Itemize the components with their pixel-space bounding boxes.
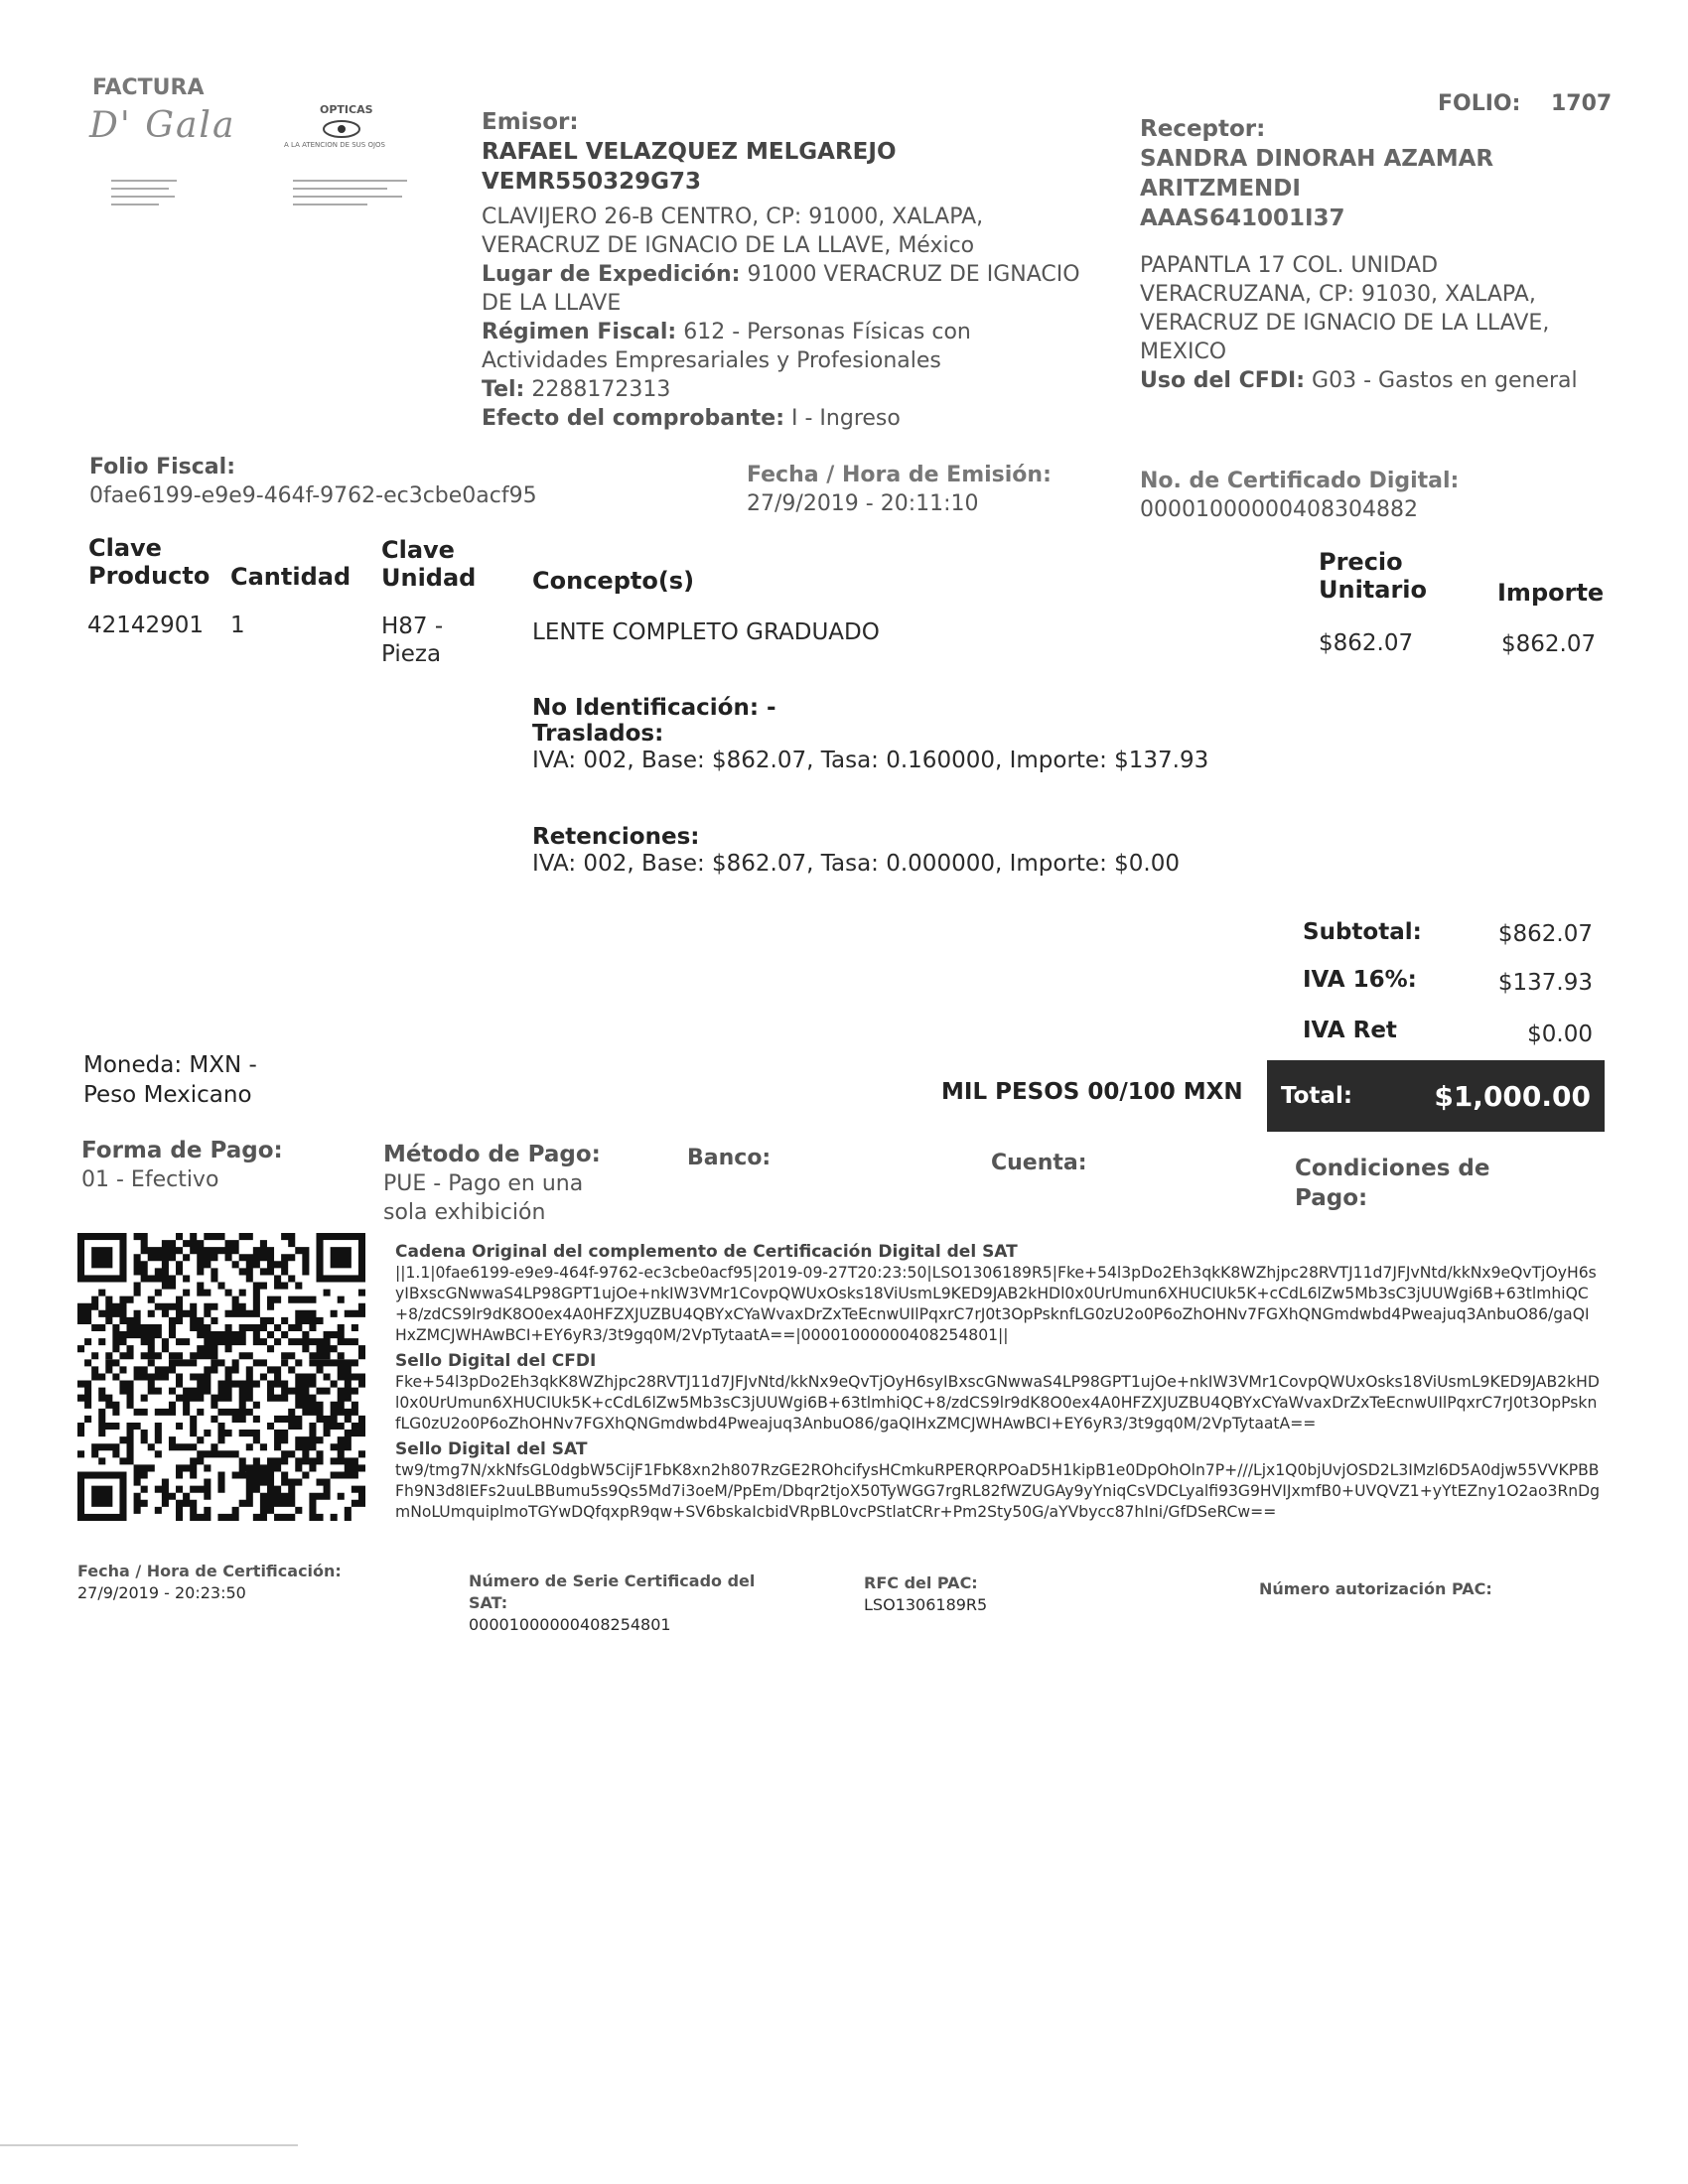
uso-cfdi: [1140, 366, 1656, 395]
cell-cantidad: 1: [230, 613, 245, 638]
regimen-fiscal-label: Régimen Fiscal:: [482, 320, 677, 344]
numero-serie-certificado: [469, 1570, 755, 1636]
logo-tagline: A LA ATENCION DE SUS OJOS: [284, 141, 385, 149]
receptor-name-1: SANDRA DINORAH AZAMAR: [1140, 146, 1494, 172]
header-clave-unidad: Clave Unidad: [381, 536, 477, 592]
forma-pago-value: 01 - Efectivo: [81, 1167, 219, 1192]
amount-in-words: MIL PESOS 00/100 MXN: [941, 1079, 1243, 1105]
no-identificacion: No Identificación: -: [532, 695, 776, 721]
folio-fiscal: [89, 453, 537, 510]
lugar-expedicion-label: Lugar de Expedición:: [482, 262, 741, 287]
fecha-certificacion-label: Fecha / Hora de Certificación:: [77, 1562, 342, 1580]
tel-label: Tel:: [482, 377, 525, 402]
folio-label: FOLIO:: [1438, 91, 1521, 116]
qr-finder-pattern: [77, 1233, 127, 1283]
uso-cfdi-label: Uso del CFDI:: [1140, 368, 1306, 393]
folio-value: 1707: [1551, 91, 1613, 116]
retenciones-label: Retenciones:: [532, 824, 700, 850]
emisor-label: Emisor:: [482, 109, 579, 135]
emisor-address-2: VERACRUZ DE IGNACIO DE LA LLAVE, México: [482, 233, 975, 258]
tel-value: 2288172313: [531, 377, 671, 402]
total-label: Total:: [1281, 1083, 1353, 1109]
receptor-name-2: ARITZMENDI: [1140, 176, 1301, 202]
receptor-address-1: PAPANTLA 17 COL. UNIDAD: [1140, 253, 1439, 278]
header-importe: Importe: [1497, 579, 1605, 607]
cadena-original-label: Cadena Original del complemento de Certificación Digital del SAT: [395, 1242, 1018, 1262]
qr-finder-pattern: [316, 1233, 365, 1283]
sello-sat-label: Sello Digital del SAT: [395, 1439, 588, 1459]
sello-sat-value: tw9/tmg7N/xkNfsGL0dgbW5CijF1FbK8xn2h807RzGE2ROhcifysHCmkuRPERQRPOaD5H1kipB1e0DpOhOln7P+///Ljx1Q0bjUvjOSD2L3IMzl6D5A0djw55VVKPBBFh9N3d8IEFs2uuLBBumu5s9Qs5Md7i3oeM/PpEm/Dbqr2tjoX50TyWGG7rgRL82fWZUGAy9yYniqCsVDCLyalfi93G9HVIJxmfB0+UVQVZ1+yYtEZny1O2ao3RnDgmNoLUmquiplmoTGYwDQfqxpR9qw+SV6bskaIcbidVRpBL0vcPStlatCRr+Pm2Sty50G/aYVbycc87hIni/GfDSeRCw==: [395, 1461, 1601, 1521]
efecto-value: I - Ingreso: [791, 406, 901, 431]
scan-line: [0, 2144, 298, 2146]
sat-seals: [395, 1241, 1601, 1523]
banco-label: Banco:: [687, 1146, 772, 1170]
receptor-address-4: MEXICO: [1140, 340, 1227, 364]
receptor-rfc: AAAS641001I37: [1140, 205, 1345, 231]
total-value: $1,000.00: [1434, 1079, 1591, 1113]
logo-opticas: OPTICAS: [320, 103, 373, 116]
document-type: FACTURA: [92, 75, 205, 100]
traslados-label: Traslados:: [532, 721, 664, 747]
condiciones-pago-label: Condiciones de Pago:: [1295, 1156, 1490, 1211]
fecha-certificacion: [77, 1561, 342, 1604]
cell-importe: $862.07: [1501, 631, 1597, 657]
logo-fine-print: [89, 175, 427, 214]
cell-concepto: LENTE COMPLETO GRADUADO: [532, 619, 880, 645]
regimen-fiscal: [482, 318, 1097, 346]
emisor-block: [482, 107, 1097, 433]
fecha-emision-value: 27/9/2019 - 20:11:10: [747, 491, 979, 516]
eye-icon: [322, 119, 361, 139]
cuenta-label: Cuenta:: [991, 1151, 1087, 1175]
subtotal-label: Subtotal:: [1303, 919, 1422, 945]
fecha-emision: [747, 461, 1052, 518]
subtotal-value: $862.07: [1497, 921, 1593, 947]
numero-autorizacion-pac-label: Número autorización PAC:: [1259, 1579, 1492, 1598]
certificado-value: 00001000000408304882: [1140, 497, 1418, 522]
cell-clave-unidad: H87 - Pieza: [381, 614, 444, 667]
regimen-fiscal-value: 612 - Personas Físicas con: [683, 320, 971, 344]
rfc-pac-value: LSO1306189R5: [864, 1595, 988, 1614]
efecto-label: Efecto del comprobante:: [482, 406, 785, 431]
qr-code: [77, 1233, 365, 1521]
receptor-label: Receptor:: [1140, 116, 1266, 142]
regimen-fiscal-value-2: Actividades Empresariales y Profesionales: [482, 348, 941, 373]
moneda: Moneda: MXN - Peso Mexicano: [83, 1052, 257, 1108]
forma-pago: [81, 1136, 283, 1194]
cadena-original-value: ||1.1|0fae6199-e9e9-464f-9762-ec3cbe0acf95|2019-09-27T20:23:50|LSO1306189R5|Fke+54l3pDo2Eh3qkK8WZhjpc28RVTJ11d7JFJvNtd/kkNx9eQvTjOyH6syIBxscGNwwaS4LP98GPT1ujOe+nkIW3VMr1CovpQWUxOsks18ViUsmL9KED9JAB2kHDl0x0UrUmun6XHUCIUk5K+cCdL6lZw5Mb3sC3jUUWgi6B+63tlmhiQC+8/zdCS9lr9dK8O0ex4A0HFZXJUZBU4QBYxCYaWvaxDrZxTeEcnwUIlPqxrC7rJ0t3OpPsknfLG0zU2o0P6oZhOHNv7FGXhQNGmdwbd4Pweajuq3AnbuO86/gaQIHxZMCJWHAwBCI+EY6yR3/3t9gq0M/2VpTytaatA==|00001000000408254801||: [395, 1264, 1597, 1344]
logo-block: [89, 71, 427, 220]
iva-ret-label: IVA Ret: [1303, 1018, 1397, 1043]
header-concepto: Concepto(s): [532, 567, 695, 595]
header-cantidad: Cantidad: [230, 563, 352, 591]
folio-fiscal-value: 0fae6199-e9e9-464f-9762-ec3cbe0acf95: [89, 483, 537, 508]
retenciones-value: IVA: 002, Base: $862.07, Tasa: 0.000000, Importe: $0.00: [532, 851, 1180, 877]
metodo-pago-label: Método de Pago:: [383, 1142, 601, 1167]
lugar-expedicion-value: 91000 VERACRUZ DE IGNACIO: [747, 262, 1080, 287]
fecha-emision-label: Fecha / Hora de Emisión:: [747, 463, 1052, 487]
numero-serie-label: Número de Serie Certificado del SAT:: [469, 1571, 756, 1612]
header-precio-unitario: Precio Unitario: [1319, 548, 1428, 604]
rfc-pac: [864, 1572, 987, 1616]
emisor-address-1: CLAVIJERO 26-B CENTRO, CP: 91000, XALAPA,: [482, 205, 984, 229]
receptor-address-3: VERACRUZ DE IGNACIO DE LA LLAVE,: [1140, 311, 1550, 336]
header-clave-producto: Clave Producto: [88, 534, 211, 590]
fecha-certificacion-value: 27/9/2019 - 20:23:50: [77, 1583, 246, 1602]
concept-details: [532, 695, 1287, 878]
metodo-pago-value: PUE - Pago en una sola exhibición: [383, 1171, 584, 1225]
efecto-comprobante: [482, 404, 1097, 433]
logo-script: D' Gala: [89, 105, 236, 146]
receptor-address-2: VERACRUZANA, CP: 91030, XALAPA,: [1140, 282, 1536, 307]
lugar-expedicion: [482, 260, 1097, 289]
cell-precio-unitario: $862.07: [1319, 630, 1414, 656]
forma-pago-label: Forma de Pago:: [81, 1138, 283, 1163]
iva-label: IVA 16%:: [1303, 967, 1417, 993]
certificado-digital: [1140, 467, 1459, 524]
emisor-rfc: VEMR550329G73: [482, 169, 702, 195]
folio-fiscal-label: Folio Fiscal:: [89, 455, 235, 479]
receptor-block: [1140, 114, 1656, 395]
certificado-label: No. de Certificado Digital:: [1140, 469, 1460, 493]
emisor-tel: [482, 375, 1097, 404]
uso-cfdi-value: G03 - Gastos en general: [1312, 368, 1578, 393]
total-box: [1267, 1060, 1605, 1132]
emisor-name: RAFAEL VELAZQUEZ MELGAREJO: [482, 139, 897, 165]
qr-finder-pattern: [77, 1471, 127, 1521]
lugar-expedicion-value-2: DE LA LLAVE: [482, 291, 622, 316]
iva-ret-value: $0.00: [1527, 1022, 1593, 1047]
sello-cfdi-label: Sello Digital del CFDI: [395, 1351, 597, 1371]
traslados-value: IVA: 002, Base: $862.07, Tasa: 0.160000, Importe: $137.93: [532, 748, 1209, 773]
metodo-pago: [383, 1140, 601, 1227]
cell-clave-producto: 42142901: [87, 613, 205, 638]
numero-serie-value: 00001000000408254801: [469, 1615, 671, 1634]
sello-cfdi-value: Fke+54l3pDo2Eh3qkK8WZhjpc28RVTJ11d7JFJvNtd/kkNx9eQvTjOyH6syIBxscGNwwaS4LP98GPT1ujOe+nkIW3VMr1CovpQWUxOsks18ViUsmL9KED9JAB2kHDl0x0UrUmun6XHUCIUk5K+cCdL6lZw5Mb3sC3jUUWgi6B+63tlmhiQC+8/zdCS9lr9dK8O0ex4A0HFZXJUZBU4QBYxCYaWvaxDrZxTeEcnwUIlPqxrC7rJ0t3OpPsknfLG0zU2o0P6oZhOHNv7FGXhQNGmdwbd4Pweajuq3AnbuO86/gaQIHxZMCJWHAwBCI+EY6yR3/3t9gq0M/2VpTytaatA==: [395, 1373, 1600, 1433]
rfc-pac-label: RFC del PAC:: [864, 1573, 978, 1592]
iva-value: $137.93: [1497, 970, 1593, 996]
